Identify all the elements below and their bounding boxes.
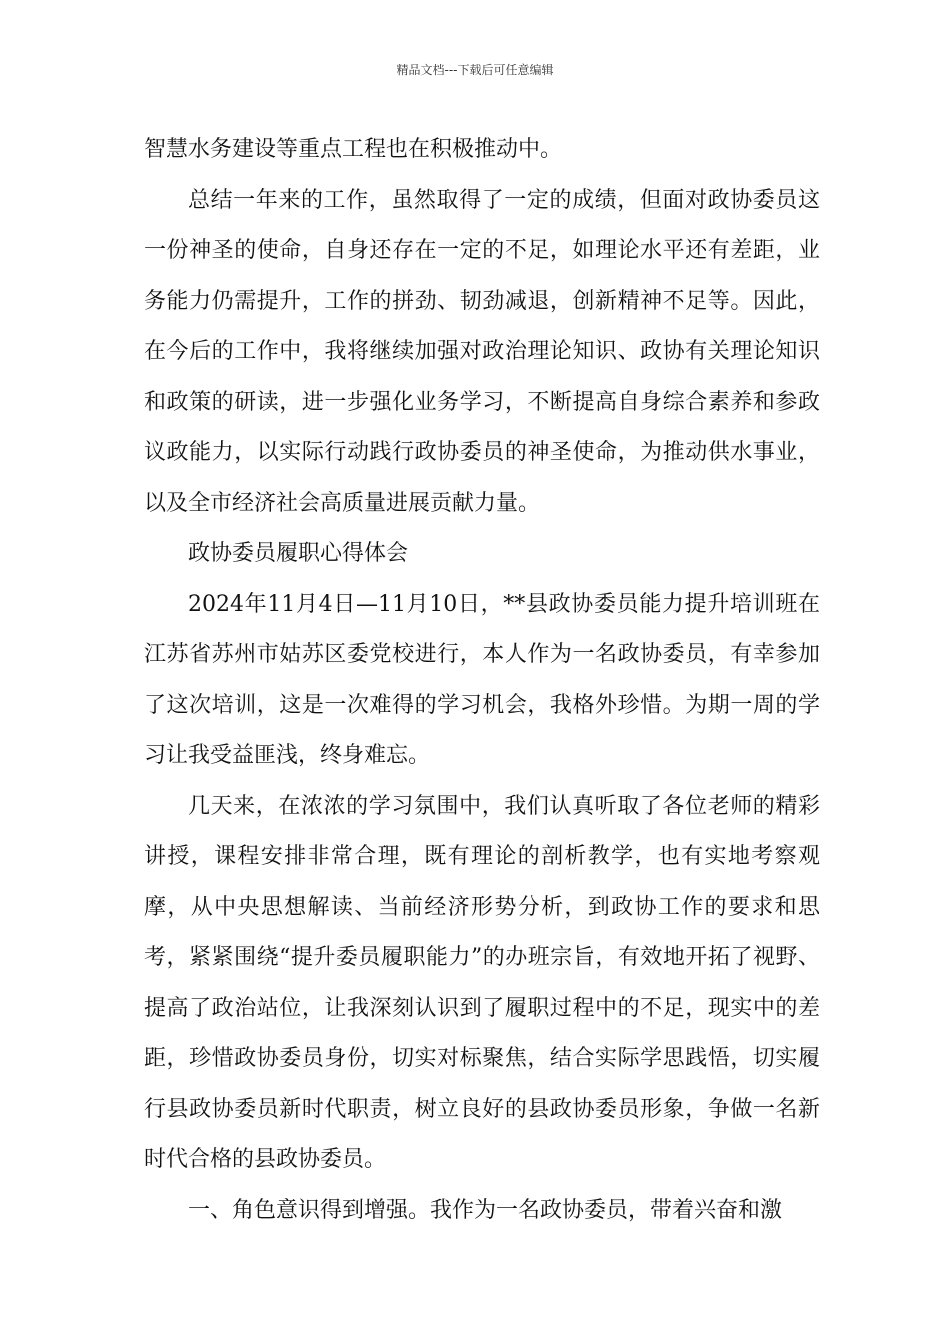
paragraph-summary: 总结一年来的工作，虽然取得了一定的成绩，但面对政协委员这一份神圣的使命，自身还存在一定的不足，如理论水平还有差距，业务能力仍需提升，工作的拼劲、韧劲减退，创新精神不足等。因此，在今后的工作中，我将继续加强对政治理论知识、政协有关理论知识和政策的研读，进一步强化业务学习，不断提高自身综合素养和参政议政能力，以实际行动践行政协委员的神圣使命，为推动供水事业，以及全市经济社会高质量进展贡献力量。 (144, 187, 820, 516)
section-title: 政协委员履职心得体会 (188, 541, 409, 566)
paragraph-training: 2024年11月4日—11月10日，**县政协委员能力提升培训班在江苏省苏州市姑苏区委党校进行，本人作为一名政协委员，有幸参加了这次培训，这是一次难得的学习机会，我格外珍惜。为期一周的学习让我受益匪浅，终身难忘。 (144, 591, 820, 768)
paragraph-role-awareness: 一、角色意识得到增强。我作为一名政协委员，带着兴奋和激 (188, 1197, 783, 1223)
page-header: 精品文档---下载后可任意编辑 (396, 63, 554, 77)
document-body (144, 125, 820, 1236)
paragraph-study: 几天来，在浓浓的学习氛围中，我们认真听取了各位老师的精彩讲授，课程安排非常合理，既有理论的剖析教学，也有实地考察观摩，从中央思想解读、当前经济形势分析，到政协工作的要求和思考，紧紧围绕“提升委员履职能力”的办班宗旨，有效地开拓了视野、提高了政治站位，让我深刻认识到了履职过程中的不足，现实中的差距，珍惜政协委员身份，切实对标聚焦，结合实际学思践悟，切实履行县政协委员新时代职责，树立良好的县政协委员形象，争做一名新时代合格的县政协委员。 (144, 793, 820, 1172)
paragraph-continuation: 智慧水务建设等重点工程也在积极推动中。 (144, 137, 563, 162)
